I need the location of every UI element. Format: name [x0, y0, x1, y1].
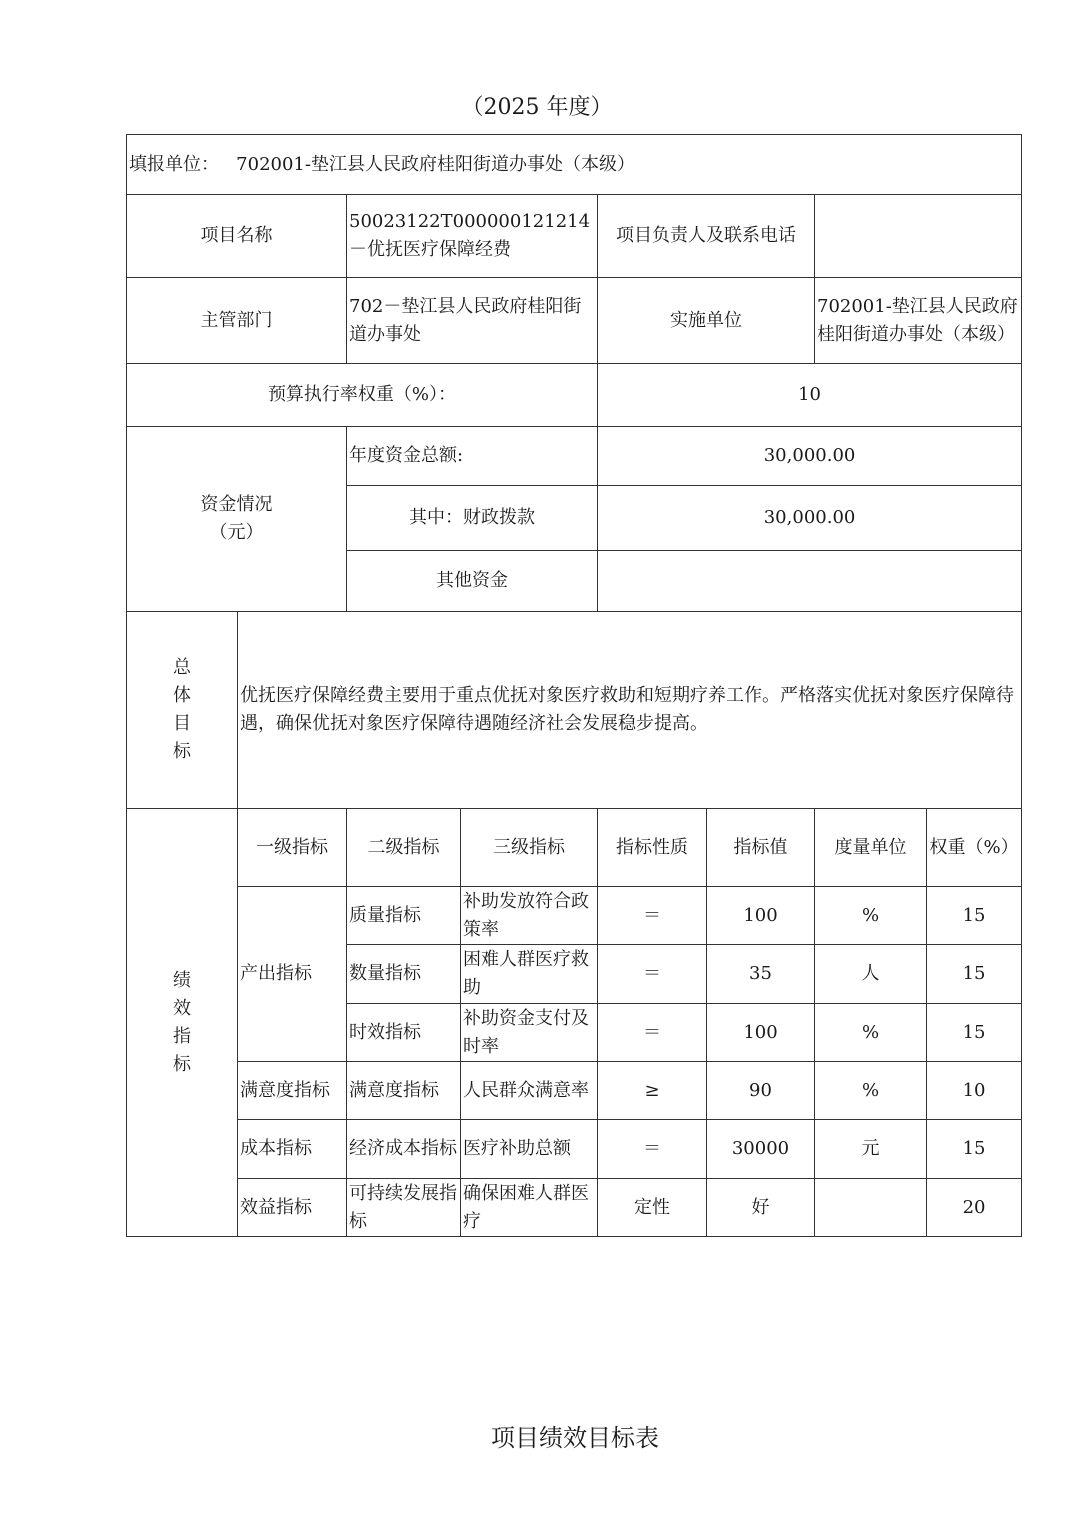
nature-cell: ＝ [598, 1120, 707, 1179]
other-funds-label: 其他资金 [347, 551, 598, 612]
impl-unit-label: 实施单位 [598, 278, 815, 364]
header-unit: 度量单位 [815, 809, 927, 887]
table-row [127, 1062, 1022, 1120]
level1-cell: 成本指标 [238, 1120, 347, 1179]
level3-cell: 确保困难人群医疗 [461, 1179, 598, 1237]
level2-cell: 可持续发展指标 [347, 1179, 461, 1237]
year-heading: （2025 年度） [461, 95, 613, 120]
form-title: 项目绩效目标表 [491, 1424, 659, 1452]
level1-cell: 产出指标 [238, 887, 347, 1062]
level2-cell: 质量指标 [347, 887, 461, 945]
unit-cell: % [815, 1004, 927, 1062]
weight-cell: 20 [927, 1179, 1022, 1237]
table-row [127, 887, 1022, 945]
weight-cell: 15 [927, 945, 1022, 1004]
unit-cell: % [815, 1062, 927, 1120]
overall-goal-text: 优抚医疗保障经费主要用于重点优抚对象医疗救助和短期疗养工作。严格落实优抚对象医疗保障待遇，确保优抚对象医疗保障待遇随经济社会发展稳步提高。 [238, 612, 1022, 809]
level3-cell: 人民群众满意率 [461, 1062, 598, 1120]
header-level3: 三级指标 [461, 809, 598, 887]
value-cell: 好 [707, 1179, 815, 1237]
level2-cell: 数量指标 [347, 945, 461, 1004]
unit-cell: % [815, 887, 927, 945]
fiscal-funds-label: 其中：财政拨款 [347, 486, 598, 551]
project-contact-label: 项目负责人及联系电话 [598, 195, 815, 278]
total-funds-label: 年度资金总额: [347, 427, 598, 486]
budget-weight-label: 预算执行率权重（%）： [127, 364, 598, 427]
value-cell: 90 [707, 1062, 815, 1120]
dept-value: 702－垫江县人民政府桂阳街道办事处 [347, 278, 598, 364]
table-row [127, 1120, 1022, 1179]
header-value: 指标值 [707, 809, 815, 887]
total-funds-value: 30,000.00 [598, 427, 1022, 486]
header-nature: 指标性质 [598, 809, 707, 887]
header-weight: 权重（%） [927, 809, 1022, 887]
level2-cell: 经济成本指标 [347, 1120, 461, 1179]
nature-cell: 定性 [598, 1179, 707, 1237]
header-level2: 二级指标 [347, 809, 461, 887]
value-cell: 100 [707, 1004, 815, 1062]
budget-weight-value: 10 [598, 364, 1022, 427]
performance-target-table [126, 134, 1022, 1237]
level3-cell: 医疗补助总额 [461, 1120, 598, 1179]
level3-cell: 补助资金支付及时率 [461, 1004, 598, 1062]
nature-cell: ＝ [598, 887, 707, 945]
funds-label: 资金情况 [200, 494, 273, 515]
weight-cell: 10 [927, 1062, 1022, 1120]
level1-cell: 满意度指标 [238, 1062, 347, 1120]
unit-label: 填报单位： [129, 153, 219, 175]
weight-cell: 15 [927, 1004, 1022, 1062]
funds-label-cell [127, 427, 347, 612]
nature-cell: ＝ [598, 945, 707, 1004]
weight-cell: 15 [927, 887, 1022, 945]
level2-cell: 满意度指标 [347, 1062, 461, 1120]
nature-cell: ≥ [598, 1062, 707, 1120]
unit-cell: 元 [815, 1120, 927, 1179]
funds-unit: （元） [209, 522, 264, 543]
level3-cell: 困难人群医疗救助 [461, 945, 598, 1004]
level2-cell: 时效指标 [347, 1004, 461, 1062]
dept-label: 主管部门 [127, 278, 347, 364]
unit-row [127, 135, 1022, 195]
weight-cell: 15 [927, 1120, 1022, 1179]
header-level1: 一级指标 [238, 809, 347, 887]
value-cell: 30000 [707, 1120, 815, 1179]
unit-cell: 人 [815, 945, 927, 1004]
nature-cell: ＝ [598, 1004, 707, 1062]
fiscal-funds-value: 30,000.00 [598, 486, 1022, 551]
level3-cell: 补助发放符合政策率 [461, 887, 598, 945]
value-cell: 35 [707, 945, 815, 1004]
value-cell: 100 [707, 887, 815, 945]
unit-cell [815, 1179, 927, 1237]
overall-goal-label: 总 体 目 标 [127, 612, 238, 809]
table-row [127, 1179, 1022, 1237]
perf-indicator-label: 绩 效 指 标 [127, 809, 238, 1237]
other-funds-value [598, 551, 1022, 612]
unit-value: 702001-垫江县人民政府桂阳街道办事处（本级） [236, 153, 635, 175]
project-name-value: 50023122T000000121214－优抚医疗保障经费 [347, 195, 598, 278]
level1-cell: 效益指标 [238, 1179, 347, 1237]
project-name-label: 项目名称 [127, 195, 347, 278]
impl-unit-value: 702001-垫江县人民政府桂阳街道办事处（本级） [815, 278, 1022, 364]
project-contact-value [815, 195, 1022, 278]
